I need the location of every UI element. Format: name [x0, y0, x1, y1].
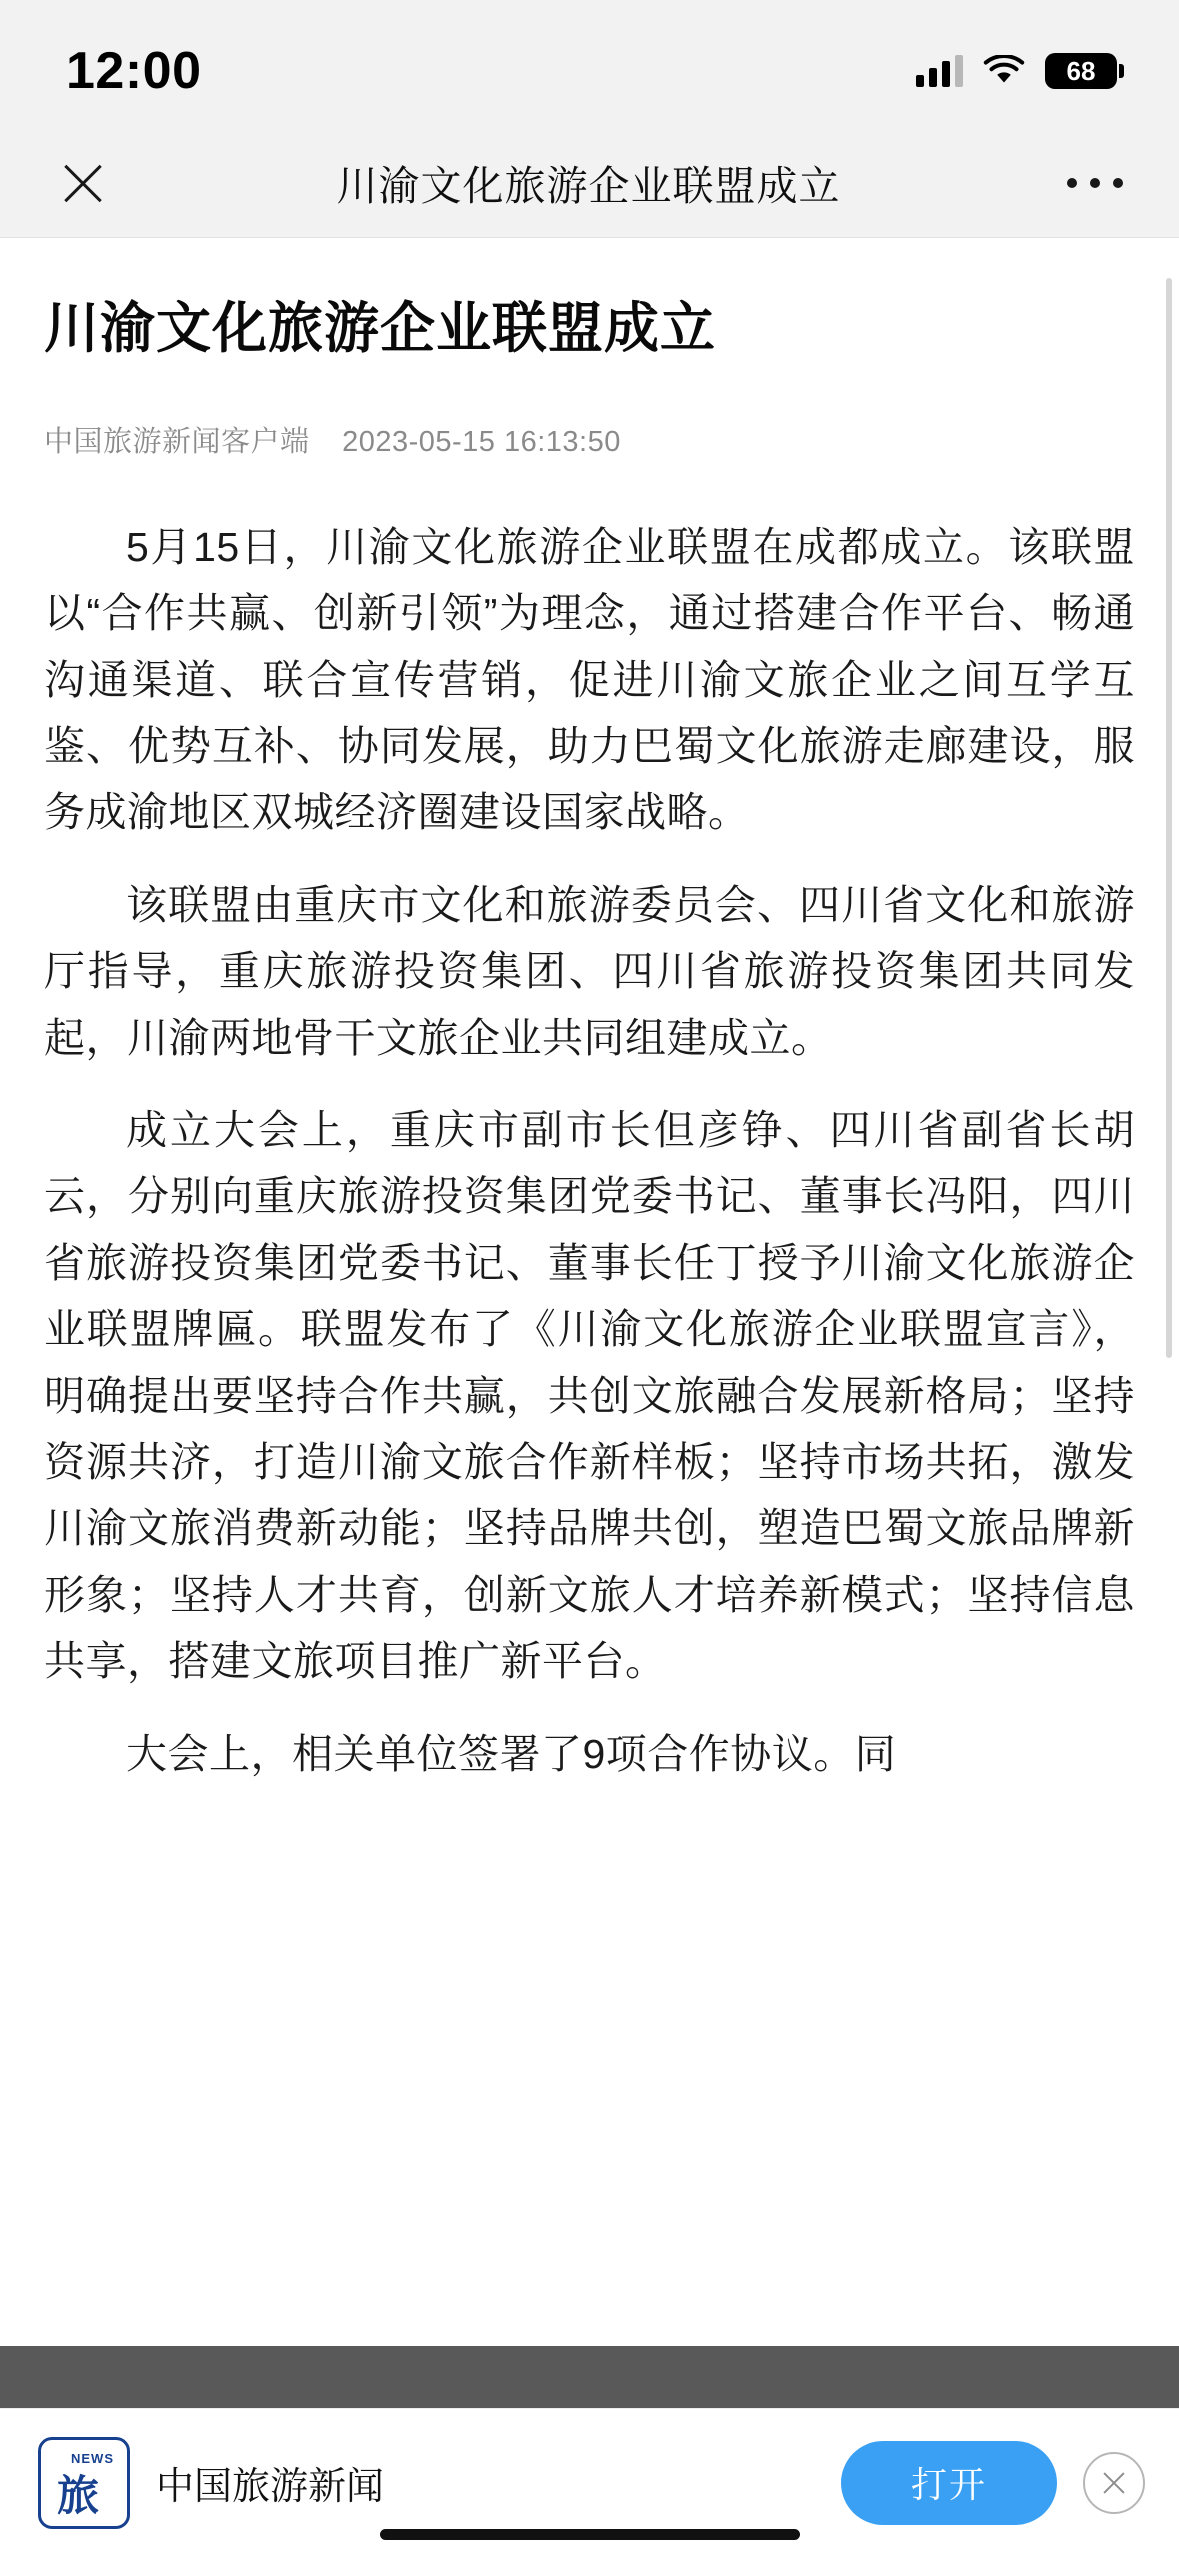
app-logo-glyph: 旅: [57, 2473, 100, 2520]
article-paragraph: 成立大会上，重庆市副市长但彦铮、四川省副省长胡云，分别向重庆旅游投资集团党委书记、董事长冯阳，四川省旅游投资集团党委书记、董事长任丁授予川渝文化旅游企业联盟牌匾。联盟发布了《川渝文化旅游企业联盟宣言》，明确提出要坚持合作共赢，共创文旅融合发展新格局；坚持资源共济，打造川渝文旅合作新样板；坚持市场共拓，激发川渝文旅消费新动能；坚持品牌共创，塑造巴蜀文旅品牌新形象；坚持人才共育，创新文旅人才培养新模式；坚持信息共享，搭建文旅项目推广新平台。: [44, 1107, 1135, 1685]
article-body: [44, 514, 1135, 1787]
close-icon[interactable]: [56, 156, 110, 210]
battery-icon: [1045, 53, 1117, 89]
status-time: 12:00: [66, 42, 202, 100]
wifi-icon: [983, 55, 1025, 87]
article-paragraph: 该联盟由重庆市文化和旅游委员会、四川省文化和旅游厅指导，重庆旅游投资集团、四川省旅游投资集团共同发起，川渝两地骨干文旅企业共同组建成立。: [44, 881, 1135, 1061]
battery-level: 68: [1066, 55, 1096, 86]
app-logo-icon: [38, 2437, 130, 2529]
article-title: 川渝文化旅游企业联盟成立: [44, 297, 717, 359]
open-app-button[interactable]: 打开: [841, 2441, 1057, 2525]
article-container[interactable]: [0, 238, 1179, 2556]
app-logo-tag: NEWS: [71, 2450, 114, 2466]
banner-overlay-shade: [0, 2346, 1179, 2408]
article-timestamp: 2023-05-15 16:13:50: [342, 425, 621, 458]
app-name-label: 中国旅游新闻: [156, 2466, 385, 2508]
status-bar: [0, 0, 1179, 128]
page-title: 川渝文化旅游企业联盟成立: [336, 163, 841, 209]
article-meta: [44, 419, 1135, 460]
more-options-icon[interactable]: [1067, 156, 1123, 210]
status-icons: [916, 39, 1117, 89]
close-banner-icon[interactable]: [1083, 2452, 1145, 2514]
article-paragraph: 5月15日，川渝文化旅游企业联盟在成都成立。该联盟以“合作共赢、创新引领”为理念，通过搭建合作平台、畅通沟通渠道、联合宣传营销，促进川渝文旅企业之间互学互鉴、优势互补、协同发展，助力巴蜀文化旅游走廊建设，服务成渝地区双城经济圈建设国家战略。: [44, 523, 1135, 836]
scrollbar[interactable]: [1166, 278, 1172, 1358]
article-source: 中国旅游新闻客户端: [44, 425, 310, 458]
home-indicator[interactable]: [380, 2529, 800, 2540]
cellular-signal-icon: [916, 55, 963, 87]
navigation-bar: [0, 128, 1179, 238]
article-paragraph: 大会上，相关单位签署了9项合作协议。同: [126, 1730, 897, 1777]
